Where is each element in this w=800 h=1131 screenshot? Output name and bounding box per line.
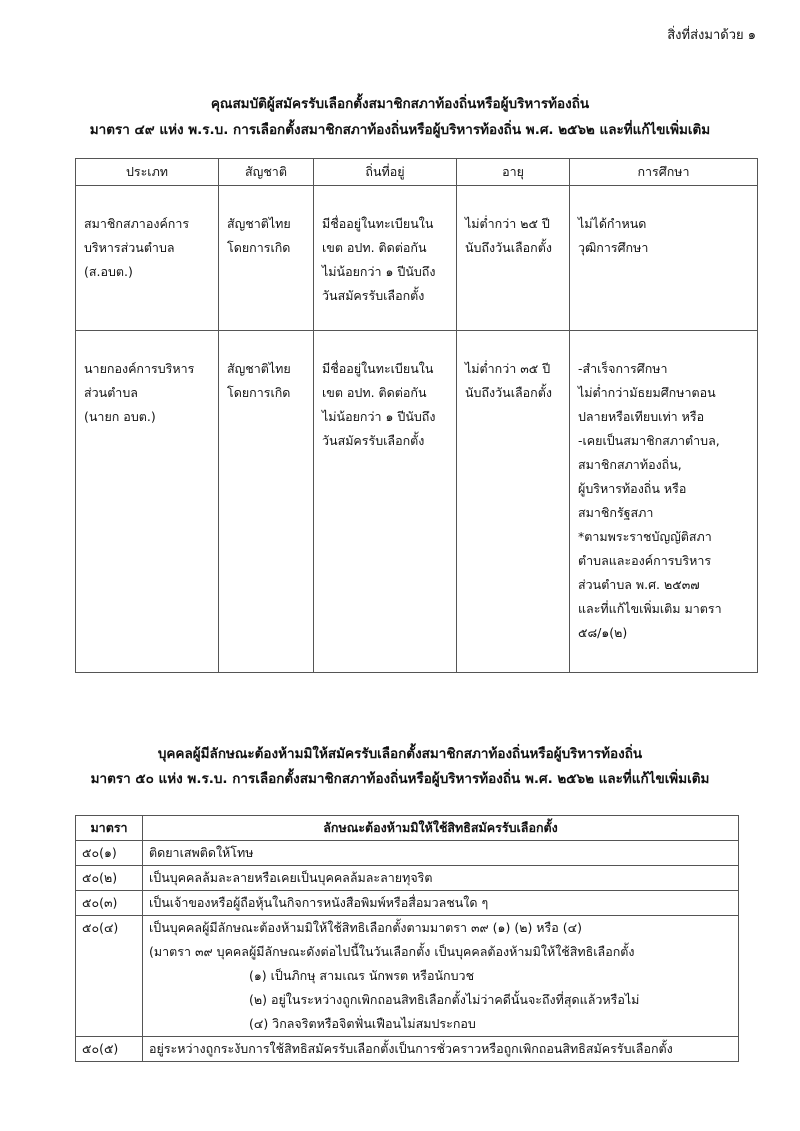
- cell-type: [76, 186, 219, 331]
- cell-prohibition: [143, 1037, 739, 1062]
- cell-residence: [314, 331, 457, 673]
- cell-line: ปลายหรือเทียบเท่า หรือ: [578, 409, 705, 424]
- table-row: [76, 841, 739, 866]
- cell-line: (ส.อบต.): [84, 264, 133, 279]
- section1-subtitle: มาตรา ๔๙ แห่ง พ.ร.บ. การเลือกตั้งสมาชิกสภาท้องถิ่นหรือผู้บริหารท้องถิ่น พ.ศ. ๒๕๖๒ และที่แก้ไขเพิ่มเติม: [89, 122, 711, 138]
- cell-education: [570, 331, 758, 673]
- table-header-row: [76, 159, 758, 186]
- table-row: [76, 891, 739, 916]
- section2-title: บุคคลผู้มีลักษณะต้องห้ามมิให้สมัครรับเลือกตั้งสมาชิกสภาท้องถิ่นหรือผู้บริหารท้องถิ่น: [157, 746, 643, 762]
- cell-section-number: ๕๐(๓): [76, 891, 143, 916]
- cell-line: โดยการเกิด: [227, 240, 291, 255]
- cell-section-number: ๕๐(๑): [76, 841, 143, 866]
- attachment-label: สิ่งที่ส่งมาด้วย ๑: [667, 28, 756, 43]
- prohibition-line: (มาตรา ๓๙ บุคคลผู้มีลักษณะดังต่อไปนี้ในวันเลือกตั้ง เป็นบุคคลต้องห้ามมิให้ใช้สิทธิเลือกตั้ง: [149, 944, 635, 959]
- prohibition-subline: (๒) อยู่ในระหว่างถูกเพิกถอนสิทธิเลือกตั้งไม่ว่าคดีนั้นจะถึงที่สุดแล้วหรือไม่: [249, 992, 640, 1007]
- cell-line: เขต อปท. ติดต่อกัน: [322, 240, 427, 255]
- cell-line: วันสมัครรับเลือกตั้ง: [322, 433, 425, 448]
- cell-section-number: ๕๐(๕): [76, 1037, 143, 1062]
- cell-line: ไม่ต่ำกว่า ๓๕ ปี: [465, 361, 551, 376]
- prohibitions-table: [75, 815, 739, 1062]
- cell-nationality: [219, 186, 314, 331]
- cell-line: (นายก อบต.): [84, 409, 156, 424]
- table-header-row: [76, 816, 739, 841]
- cell-line: สมาชิกสภาองค์การ: [84, 216, 190, 231]
- cell-education: [570, 186, 758, 331]
- cell-section-number: ๕๐(๒): [76, 866, 143, 891]
- cell-line: มีชื่ออยู่ในทะเบียนใน: [322, 216, 434, 231]
- header-type: ประเภท: [76, 159, 219, 186]
- cell-line: เขต อปท. ติดต่อกัน: [322, 385, 427, 400]
- cell-prohibition: [143, 866, 739, 891]
- cell-line: ผู้บริหารท้องถิ่น หรือ: [578, 481, 687, 496]
- cell-age: [457, 331, 570, 673]
- prohibition-line: ติดยาเสพติดให้โทษ: [149, 845, 254, 860]
- prohibition-subline: (๑) เป็นภิกษุ สามเณร นักพรต หรือนักบวช: [249, 968, 475, 983]
- prohibition-line: เป็นบุคคลผู้มีลักษณะต้องห้ามมิให้ใช้สิทธิเลือกตั้งตามมาตรา ๓๙ (๑) (๒) หรือ (๔): [149, 920, 582, 935]
- cell-line: สัญชาติไทย: [227, 216, 291, 231]
- cell-line: นับถึงวันเลือกตั้ง: [465, 240, 552, 255]
- cell-line: มีชื่ออยู่ในทะเบียนใน: [322, 361, 434, 376]
- cell-line: ไม่น้อยกว่า ๑ ปีนับถึง: [322, 264, 436, 279]
- prohibition-line: เป็นเจ้าของหรือผู้ถือหุ้นในกิจการหนังสือพิมพ์หรือสื่อมวลชนใด ๆ: [149, 895, 489, 910]
- cell-line: บริหารส่วนตำบล: [84, 240, 175, 255]
- cell-section-number: ๕๐(๔): [76, 916, 143, 1037]
- cell-line: ไม่ต่ำกว่ามัธยมศึกษาตอน: [578, 385, 716, 400]
- section2-subtitle: มาตรา ๕๐ แห่ง พ.ร.บ. การเลือกตั้งสมาชิกสภาท้องถิ่นหรือผู้บริหารท้องถิ่น พ.ศ. ๒๕๖๒ และที่แก้ไขเพิ่มเติม: [90, 771, 710, 787]
- cell-line: วันสมัครรับเลือกตั้ง: [322, 288, 425, 303]
- cell-line: ส่วนตำบล: [84, 385, 138, 400]
- cell-line: ไม่น้อยกว่า ๑ ปีนับถึง: [322, 409, 436, 424]
- cell-line: วุฒิการศึกษา: [578, 240, 649, 255]
- cell-line: สมาชิกสภาท้องถิ่น,: [578, 457, 682, 472]
- header-prohibition: ลักษณะต้องห้ามมิให้ใช้สิทธิสมัครรับเลือกตั้ง: [143, 816, 739, 841]
- section1-title: คุณสมบัติผู้สมัครรับเลือกตั้งสมาชิกสภาท้องถิ่นหรือผู้บริหารท้องถิ่น: [210, 96, 590, 112]
- cell-prohibition: [143, 916, 739, 1037]
- table-row: [76, 916, 739, 1037]
- cell-line: ส่วนตำบล พ.ศ. ๒๕๓๗: [578, 577, 700, 592]
- cell-line: นายกองค์การบริหาร: [84, 361, 195, 376]
- cell-prohibition: [143, 841, 739, 866]
- prohibition-line: เป็นบุคคลล้มละลายหรือเคยเป็นบุคคลล้มละลายทุจริต: [149, 870, 433, 885]
- cell-line: โดยการเกิด: [227, 385, 291, 400]
- cell-line: ๕๘/๑(๒): [578, 625, 628, 640]
- cell-line: ตำบลและองค์การบริหาร: [578, 553, 712, 568]
- cell-line: *ตามพระราชบัญญัติสภา: [578, 529, 712, 544]
- cell-age: [457, 186, 570, 331]
- prohibition-line: อยู่ระหว่างถูกระงับการใช้สิทธิสมัครรับเลือกตั้งเป็นการชั่วคราวหรือถูกเพิกถอนสิทธิสมัครรับเลือกตั้ง: [149, 1041, 673, 1056]
- cell-line: ไม่ต่ำกว่า ๒๕ ปี: [465, 216, 550, 231]
- cell-residence: [314, 186, 457, 331]
- header-nationality: สัญชาติ: [219, 159, 314, 186]
- cell-line: -สำเร็จการศึกษา: [578, 361, 668, 376]
- cell-line: -เคยเป็นสมาชิกสภาตำบล,: [578, 433, 720, 448]
- header-section: มาตรา: [76, 816, 143, 841]
- header-age: อายุ: [457, 159, 570, 186]
- cell-type: [76, 331, 219, 673]
- header-education: การศึกษา: [570, 159, 758, 186]
- table-row: [76, 186, 758, 331]
- table-row: [76, 866, 739, 891]
- cell-line: และที่แก้ไขเพิ่มเติม มาตรา: [578, 601, 722, 616]
- cell-prohibition: [143, 891, 739, 916]
- qualifications-table: [75, 158, 758, 673]
- table-row: [76, 331, 758, 673]
- prohibition-subline: (๔) วิกลจริตหรือจิตฟั่นเฟือนไม่สมประกอบ: [249, 1016, 476, 1031]
- cell-line: สมาชิกรัฐสภา: [578, 505, 654, 520]
- table-row: [76, 1037, 739, 1062]
- cell-nationality: [219, 331, 314, 673]
- cell-line: สัญชาติไทย: [227, 361, 291, 376]
- cell-line: ไม่ได้กำหนด: [578, 216, 647, 231]
- cell-line: นับถึงวันเลือกตั้ง: [465, 385, 552, 400]
- header-residence: ถิ่นที่อยู่: [314, 159, 457, 186]
